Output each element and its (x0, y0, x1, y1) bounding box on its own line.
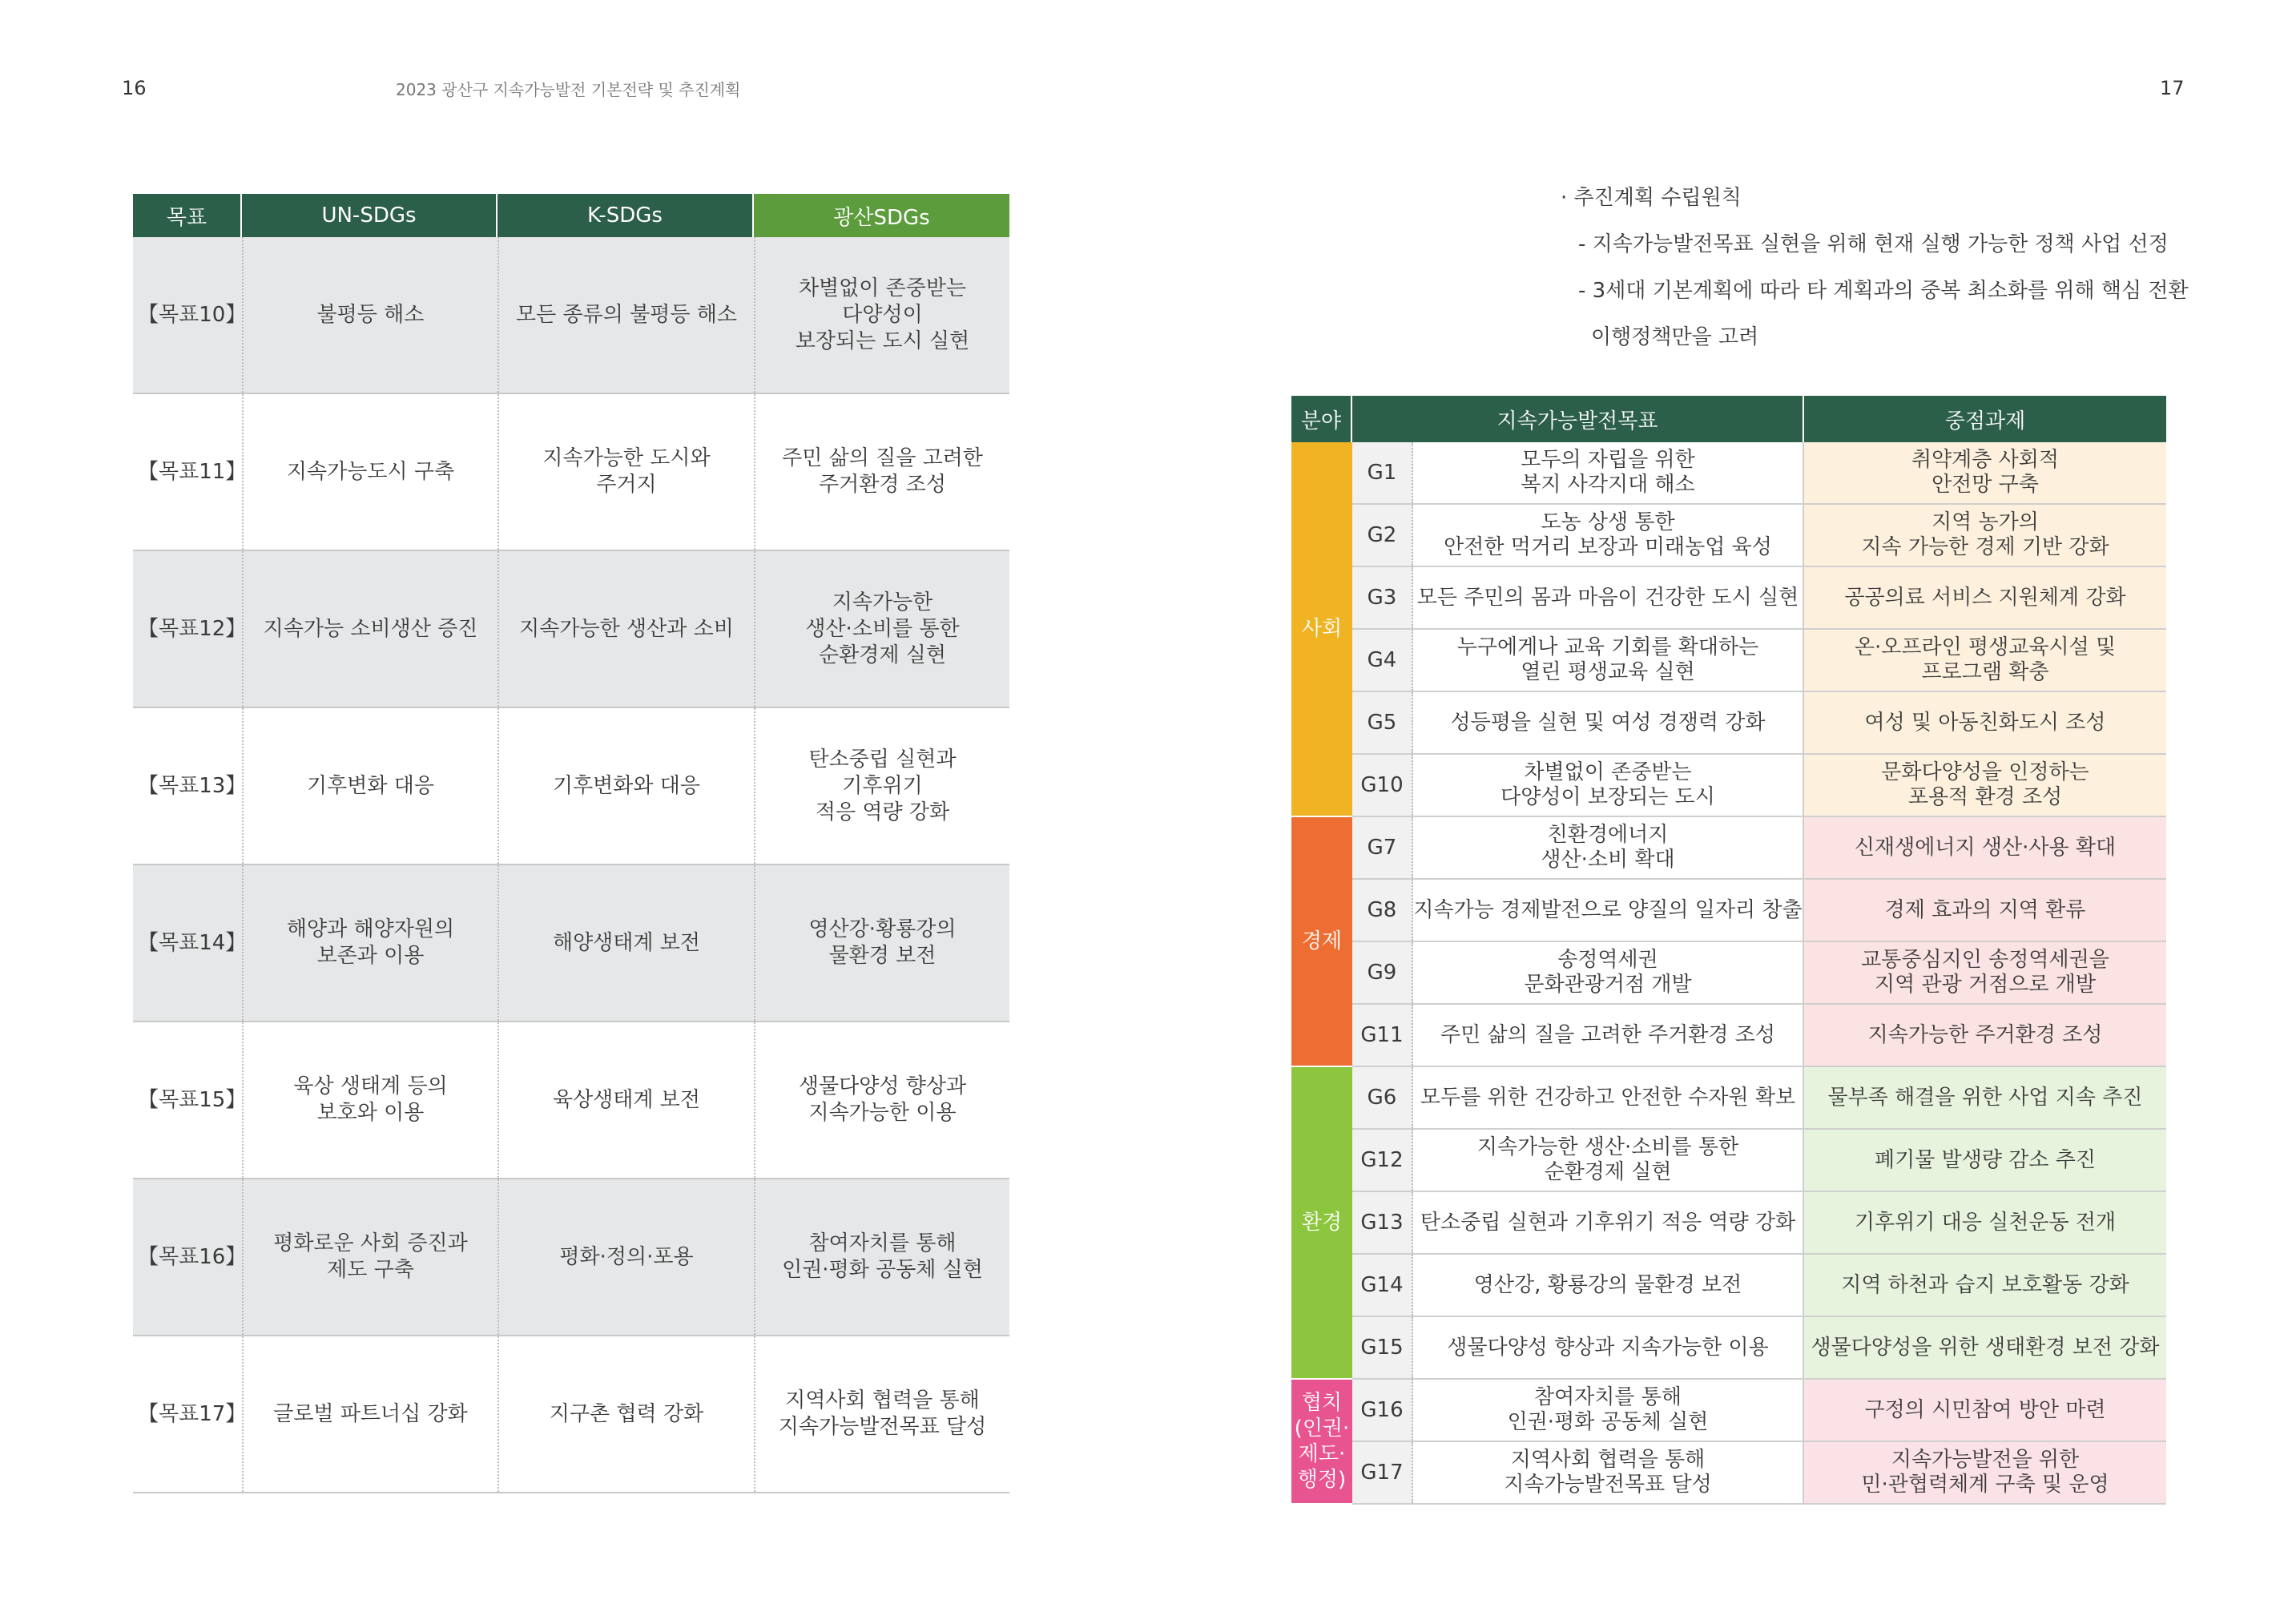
goal-code: G16 (1352, 1380, 1413, 1441)
un-sdg-cell: 지속가능 소비생산 증진 (242, 551, 497, 707)
goal-code: G6 (1352, 1067, 1413, 1128)
key-task: 물부족 해결을 위한 사업 지속 추진 (1804, 1067, 2166, 1128)
goal-code: G1 (1352, 442, 1413, 503)
goal-cell: 【목표15】 (138, 1087, 247, 1112)
goal-code: G7 (1352, 817, 1413, 878)
table-row (1352, 817, 2166, 880)
key-task: 경제 효과의 지역 환류 (1804, 880, 2166, 941)
key-task: 공공의료 서비스 지원체계 강화 (1804, 567, 2166, 628)
goal-cell: 【목표14】 (138, 930, 247, 955)
goal-code: G3 (1352, 567, 1413, 628)
goal-text: 모든 주민의 몸과 마음이 건강한 도시 실현 (1413, 567, 1804, 628)
table-row (1352, 567, 2166, 630)
goal-text: 도농 상생 통한 안전한 먹거리 보장과 미래농업 육성 (1413, 505, 1804, 566)
gwangsan-sdg-cell: 지역사회 협력을 통해 지속가능발전목표 달성 (754, 1336, 1009, 1492)
goal-rows (1352, 442, 2166, 1505)
table-header (133, 194, 1009, 237)
k-sdg-cell: 육상생태계 보전 (497, 1022, 754, 1178)
header-gwangsan-sdgs: 광산SDGs (754, 194, 1009, 237)
goal-text: 참여자치를 통해 인권·평화 공동체 실현 (1413, 1380, 1804, 1441)
goal-text: 모두를 위한 건강하고 안전한 수자원 확보 (1413, 1067, 1804, 1128)
goal-text: 지역사회 협력을 통해 지속가능발전목표 달성 (1413, 1442, 1804, 1503)
gwangsan-sdg-cell: 생물다양성 향상과 지속가능한 이용 (754, 1022, 1009, 1178)
field-social: 사회 (1291, 442, 1352, 817)
key-task: 지속가능발전을 위한 민·관협력체계 구축 및 운영 (1804, 1442, 2166, 1503)
un-sdg-cell: 육상 생태계 등의 보호와 이용 (242, 1022, 497, 1178)
table-row (1352, 1067, 2166, 1130)
field-economy: 경제 (1291, 817, 1352, 1067)
gwangsan-sdg-cell: 지속가능한 생산·소비를 통한 순환경제 실현 (754, 551, 1009, 707)
goal-code: G8 (1352, 880, 1413, 941)
goal-cell: 【목표17】 (138, 1401, 247, 1426)
goal-text: 누구에게나 교육 기회를 확대하는 열린 평생교육 실현 (1413, 630, 1804, 691)
sdgs-comparison-table (133, 194, 1009, 1493)
key-task: 문화다양성을 인정하는 포용적 환경 조성 (1804, 755, 2166, 816)
header-sdg-goal: 지속가능발전목표 (1352, 396, 1804, 442)
k-sdg-cell: 기후변화와 대응 (497, 708, 754, 864)
k-sdg-cell: 지속가능한 도시와 주거지 (497, 394, 754, 550)
table-row (133, 551, 1009, 708)
table-row (1352, 942, 2166, 1005)
goal-code: G13 (1352, 1192, 1413, 1253)
intro-title: · 추진계획 수립원칙 (1561, 186, 1742, 210)
table-row (133, 394, 1009, 551)
gwangsan-sdg-cell: 차별없이 존중받는 다양성이 보장되는 도시 실현 (754, 237, 1009, 393)
header-field: 분야 (1291, 396, 1352, 442)
intro-line: - 3세대 기본계획에 따라 타 계획과의 중복 최소화를 위해 핵심 전환 (1578, 279, 2189, 303)
table-row (133, 237, 1009, 394)
table-row (1352, 1380, 2166, 1442)
goal-code: G15 (1352, 1317, 1413, 1378)
key-task: 생물다양성을 위한 생태환경 보전 강화 (1804, 1317, 2166, 1378)
key-task: 온·오프라인 평생교육시설 및 프로그램 확충 (1804, 630, 2166, 691)
header-goal: 목표 (133, 194, 242, 237)
table-header (1291, 396, 2166, 442)
table-row (133, 1179, 1009, 1336)
key-task: 폐기물 발생량 감소 추진 (1804, 1130, 2166, 1191)
gwangsan-sdg-cell: 영산강·황룡강의 물환경 보전 (754, 865, 1009, 1021)
goal-cell: 【목표16】 (138, 1244, 247, 1269)
table-row (133, 1336, 1009, 1493)
key-task: 지속가능한 주거환경 조성 (1804, 1005, 2166, 1066)
goal-text: 친환경에너지 생산·소비 확대 (1413, 817, 1804, 878)
un-sdg-cell: 지속가능도시 구축 (242, 394, 497, 550)
k-sdg-cell: 지속가능한 생산과 소비 (497, 551, 754, 707)
goal-text: 지속가능한 생산·소비를 통한 순환경제 실현 (1413, 1130, 1804, 1191)
goal-code: G12 (1352, 1130, 1413, 1191)
goal-cell: 【목표10】 (138, 302, 247, 327)
goal-cell: 【목표11】 (138, 459, 247, 484)
table-row (133, 1022, 1009, 1179)
header-k-sdgs: K-SDGs (497, 194, 754, 237)
header-un-sdgs: UN-SDGs (242, 194, 497, 237)
gwangsan-sdg-cell: 탄소중립 실현과 기후위기 적응 역량 강화 (754, 708, 1009, 864)
table-row (1352, 880, 2166, 942)
un-sdg-cell: 해양과 해양자원의 보존과 이용 (242, 865, 497, 1021)
intro-line: - 지속가능발전목표 실현을 위해 현재 실행 가능한 정책 사업 선정 (1578, 232, 2169, 256)
table-row (1352, 1317, 2166, 1380)
intro-line: 이행정책만을 고려 (1591, 325, 1759, 349)
goal-code: G17 (1352, 1442, 1413, 1503)
goal-text: 모두의 자립을 위한 복지 사각지대 해소 (1413, 442, 1804, 503)
goal-cell: 【목표13】 (138, 773, 247, 798)
key-task: 교통중심지인 송정역세권을 지역 관광 거점으로 개발 (1804, 942, 2166, 1003)
k-sdg-cell: 지구촌 협력 강화 (497, 1336, 754, 1492)
gwangsan-sdg-cell: 참여자치를 통해 인권·평화 공동체 실현 (754, 1179, 1009, 1335)
running-title: 2023 광산구 지속가능발전 기본전략 및 추진계획 (396, 80, 741, 99)
un-sdg-cell: 글로벌 파트너십 강화 (242, 1336, 497, 1492)
goal-code: G2 (1352, 505, 1413, 566)
un-sdg-cell: 불평등 해소 (242, 237, 497, 393)
k-sdg-cell: 모든 종류의 불평등 해소 (497, 237, 754, 393)
field-governance: 협치 (인권· 제도· 행정) (1291, 1380, 1352, 1505)
goal-code: G10 (1352, 755, 1413, 816)
key-task: 지역 하천과 습지 보호활동 강화 (1804, 1255, 2166, 1316)
key-task: 지역 농가의 지속 가능한 경제 기반 강화 (1804, 505, 2166, 566)
page-number-left: 16 (122, 77, 147, 99)
key-task: 취약계층 사회적 안전망 구축 (1804, 442, 2166, 503)
page-number-right: 17 (2160, 77, 2185, 99)
key-task: 신재생에너지 생산·사용 확대 (1804, 817, 2166, 878)
table-row (1352, 1442, 2166, 1505)
gwangsan-sdg-cell: 주민 삶의 질을 고려한 주거환경 조성 (754, 394, 1009, 550)
table-row (1352, 442, 2166, 505)
goal-text: 차별없이 존중받는 다양성이 보장되는 도시 (1413, 755, 1804, 816)
goal-code: G5 (1352, 692, 1413, 753)
table-row (1352, 1005, 2166, 1067)
goal-code: G11 (1352, 1005, 1413, 1066)
field-environment: 환경 (1291, 1067, 1352, 1380)
un-sdg-cell: 기후변화 대응 (242, 708, 497, 864)
k-sdg-cell: 평화·정의·포용 (497, 1179, 754, 1335)
goal-text: 영산강, 황룡강의 물환경 보전 (1413, 1255, 1804, 1316)
table-row (133, 865, 1009, 1022)
goal-text: 생물다양성 향상과 지속가능한 이용 (1413, 1317, 1804, 1378)
key-task: 기후위기 대응 실천운동 전개 (1804, 1192, 2166, 1253)
un-sdg-cell: 평화로운 사회 증진과 제도 구축 (242, 1179, 497, 1335)
table-row (1352, 755, 2166, 817)
goal-text: 지속가능 경제발전으로 양질의 일자리 창출 (1413, 880, 1804, 941)
table-row (133, 708, 1009, 865)
goal-code: G9 (1352, 942, 1413, 1003)
goal-text: 탄소중립 실현과 기후위기 적응 역량 강화 (1413, 1192, 1804, 1253)
table-row (1352, 1130, 2166, 1192)
table-row (1352, 1192, 2166, 1255)
k-sdg-cell: 해양생태계 보전 (497, 865, 754, 1021)
table-row (1352, 1255, 2166, 1317)
header-key-task: 중점과제 (1804, 396, 2166, 442)
key-task: 구정의 시민참여 방안 마련 (1804, 1380, 2166, 1441)
goal-text: 주민 삶의 질을 고려한 주거환경 조성 (1413, 1005, 1804, 1066)
table-row (1352, 692, 2166, 755)
goal-code: G4 (1352, 630, 1413, 691)
goal-text: 송정역세권 문화관광거점 개발 (1413, 942, 1804, 1003)
goal-code: G14 (1352, 1255, 1413, 1316)
key-task: 여성 및 아동친화도시 조성 (1804, 692, 2166, 753)
table-row (1352, 630, 2166, 692)
implementation-plan-table (1291, 396, 2166, 1505)
goal-text: 성등평을 실현 및 여성 경쟁력 강화 (1413, 692, 1804, 753)
table-row (1352, 505, 2166, 567)
goal-cell: 【목표12】 (138, 616, 247, 641)
field-column (1291, 442, 1352, 1505)
